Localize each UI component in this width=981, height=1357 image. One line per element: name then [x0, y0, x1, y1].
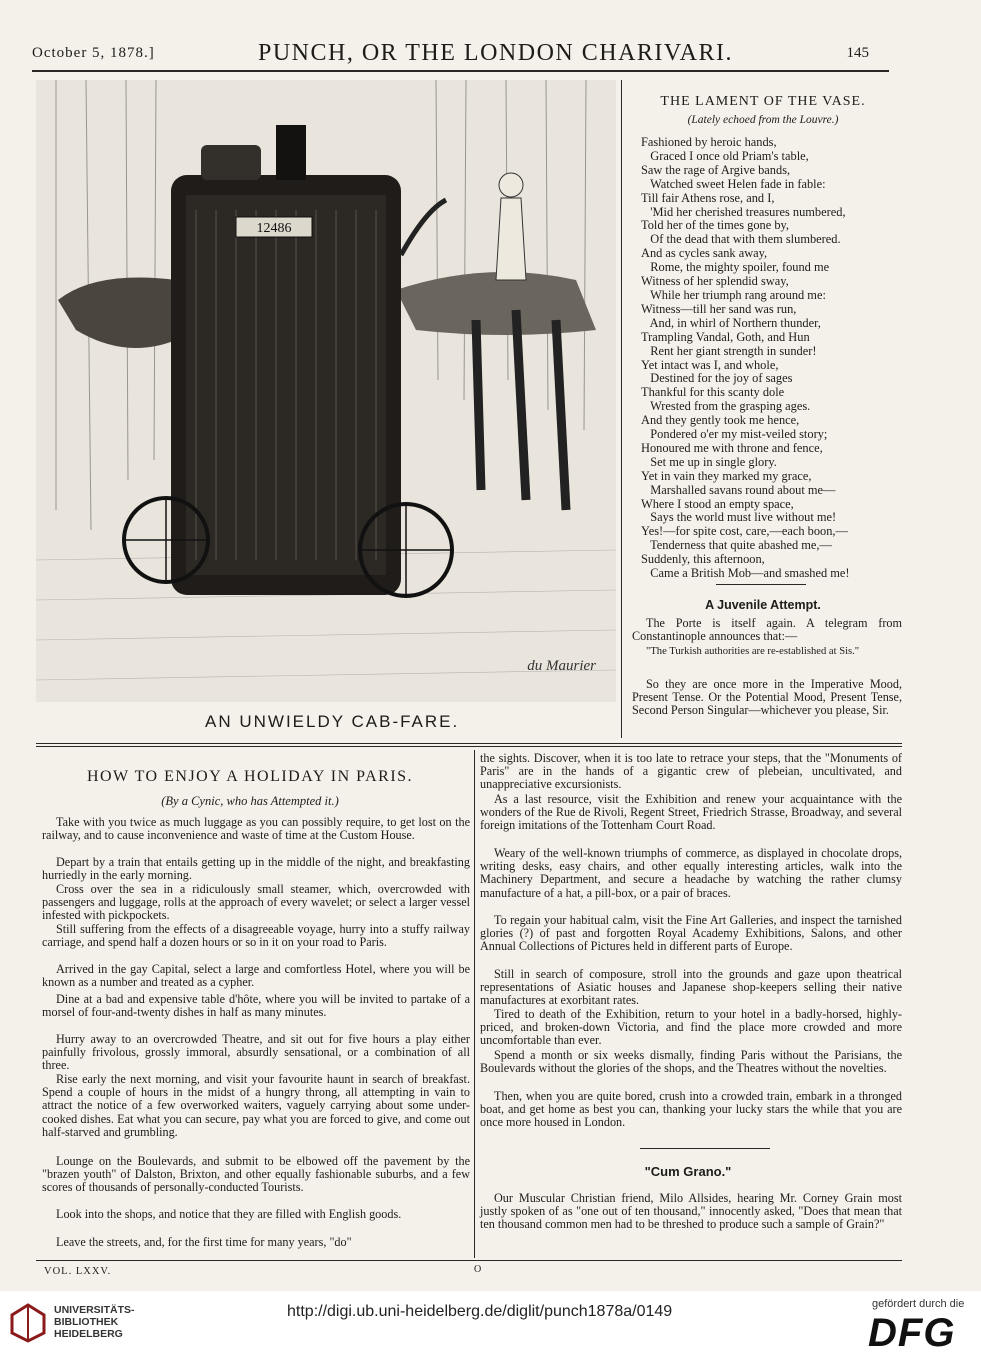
essay-para: Still suffering from the effects of a disagreeable voyage, hurry into a stuffy railway carriage, and spend half a dozen hours or so in it on your road to Paris.	[42, 922, 470, 950]
page-number: 145	[846, 45, 869, 61]
digitization-bar	[0, 1291, 981, 1357]
essay-para: Look into the shops, and notice that they are filled with English goods.	[56, 1207, 402, 1221]
essay-para: Arrived in the gay Capital, select a large and comfortless Hotel, where you will be known as a number and treated as a cypher.	[42, 962, 470, 990]
artist-signature: du Maurier	[527, 658, 596, 674]
funded-by-label: gefördert durch die	[872, 1298, 965, 1310]
essay-para: Dine at a bad and expensive table d'hôte, where you will be invited to partake of a morsel of four-and-twenty dishes in half as many minutes.	[42, 992, 470, 1020]
essay-para: Hurry away to an overcrowded Theatre, and sit out for five hours a play either painfully frivolous, grossly immoral, absurdly sensational, or a combination of all three.	[42, 1032, 470, 1073]
essay-subtitle: (By a Cynic, who has Attempted it.)	[161, 794, 339, 808]
digitization-url[interactable]: http://digi.ub.uni-heidelberg.de/diglit/punch1878a/0149	[287, 1303, 673, 1320]
essay-para: Leave the streets, and, for the first time for many years, "do"	[56, 1235, 352, 1249]
essay-para: Cross over the sea in a ridiculously small steamer, which, overcrowded with passengers and luggage, rolls at the approach of every wavelet; or select a larger vessel infested with pickpockets.	[42, 882, 470, 923]
dfg-logo: DFG	[868, 1311, 956, 1355]
header-rule	[32, 70, 889, 72]
library-name	[54, 1304, 135, 1340]
essay-para: As a last resource, visit the Exhibition and renew your acquaintance with the wonders of the Rue de Rivoli, Regent Street, Friedrich Strasse, Broadway, and several foreign imitations of the Tottenham Court Road.	[480, 792, 902, 833]
cartoon-caption: AN UNWIELDY CAB-FARE.	[205, 712, 460, 731]
cum-grano-text: Our Muscular Christian friend, Milo Allsides, hearing Mr. Corney Grain most justly spoken of as "one out of ten thousand," innocently asked, "Does that mean that ten thousand common men had to be threshed to produce such a sample of Grain?"	[480, 1191, 902, 1232]
essay-para: Rise early the next morning, and visit your favourite haunt in search of breakfast. Spend a couple of hours in the midst of a hungry throng, all attempting in vain to attract the notice of a few overworked waiters, vaguely carrying about some under-cooked dishes. Eat what you can secure, pay what you are forced to give, and come out half-starved and grumbling.	[42, 1072, 470, 1139]
essay-para: To regain your habitual calm, visit the Fine Art Galleries, and inspect the tarnished glories (?) of past and forgotten Royal Academy Exhibitions, Salons, and other Annual Collections of Pictures held in different parts of Europe.	[480, 913, 902, 954]
essay-para: Depart by a train that entails getting up in the middle of the night, and breakfasting hurriedly in the early morning.	[42, 855, 470, 883]
essay-para: Tired to death of the Exhibition, return to your hotel in a badly-horsed, highly-priced, and broken-down Victoria, and find the place more crowded and more uncomfortable than ever.	[480, 1007, 902, 1048]
essay-para: Weary of the well-known triumphs of commerce, as displayed in chocolate drops, writing desks, easy chairs, and other equally interesting articles, walk into the Machinery Department, and secure a headache by watching the rather clumsy manufacture of a hat, a pill-box, or a pair of braces.	[480, 846, 902, 900]
essay-para: Spend a month or six weeks dismally, finding Paris without the Parisians, the Boulevards without the glories of the shops, and the Theatres without the novelties.	[480, 1048, 902, 1076]
essay-title: HOW TO ENJOY A HOLIDAY IN PARIS.	[86, 768, 414, 785]
library-name-line: HEIDELBERG	[54, 1328, 123, 1340]
poem-subtitle: (Lately echoed from the Louvre.)	[687, 114, 839, 126]
library-name-line: BIBLIOTHEK	[54, 1316, 119, 1328]
juvenile-para-2: So they are once more in the Imperative Mood, Present Tense. Or the Potential Mood, Present Tense, Second Person Singular—whichever you please, Sir.	[632, 677, 902, 718]
cab-illustration	[36, 80, 616, 702]
poem-title: THE LAMENT OF THE VASE.	[660, 94, 866, 109]
juvenile-title: A Juvenile Attempt.	[705, 598, 821, 612]
horizontal-divider-2	[36, 746, 902, 747]
cum-grano-title: "Cum Grano."	[644, 1164, 732, 1179]
essay-para: Take with you twice as much luggage as you can possibly require, to get lost on the railway, and to cause inconvenience and waste of time at the Custom House.	[42, 815, 470, 843]
essay-para: Lounge on the Boulevards, and submit to be elbowed off the pavement by the "brazen youth" of Dalston, Brixton, and other equally fashionable suburbs, and a few scores of thousands of personally-conducted Tourists.	[42, 1154, 470, 1195]
juvenile-para-1: The Porte is itself again. A telegram from Constantinople announces that:—	[632, 616, 902, 644]
header-date: October 5, 1878.]	[32, 45, 155, 61]
library-name-line: UNIVERSITÄTS-	[54, 1304, 135, 1316]
column-divider-bottom	[474, 750, 475, 1258]
poem-body: Fashioned by heroic hands, Graced I once old Priam's table, Saw the rage of Argive bands, Watched sweet Helen fade in fable: Till fair Athens rose, and I, 'Mid her cherished treasures numbered, Told her of the times gone by, Of the dead that with them slumbered. And as cycles sank away, Rome, the mighty spoiler, found me Witness of her splendid sway, While her triumph rang around me: Witness—till her sand was run, And, in whirl of Northern thunder, Trampling Vandal, Goth, and Hun Rent her giant strength in sunder! Yet intact was I, and whole, Destined for the joy of sages Thankful for this scanty dole Wrested from the grasping ages. And they gently took me hence, Pondered o'er my mist-veiled story; Honoured me with throne and fence, Set me up in single glory. Yet in vain they marked my grace, Marshalled savans round about me— Where I stood an empty space, Says the world must live without me! Yes!—for spite cost, care,—each boon,— Tenderness that quite abashed me,— Suddenly, this afternoon, Came a British Mob—and smashed me!	[641, 135, 850, 581]
footer-rule	[36, 1260, 902, 1261]
volume-label: VOL. LXXV.	[44, 1266, 112, 1277]
page-title: PUNCH, OR THE LONDON CHARIVARI.	[258, 40, 733, 66]
juvenile-quote: "The Turkish authorities are re-established at Sis."	[646, 646, 860, 657]
section-divider	[640, 1148, 770, 1149]
signature-mark: O	[474, 1264, 482, 1275]
column-divider-top	[621, 80, 622, 738]
cab-plate: 12486	[256, 221, 292, 236]
essay-para: Still in search of composure, stroll into the grounds and gaze upon theatrical representations of Asiatic houses and Japanese shop-keepers selling their native manufactures at exorbitant rates.	[480, 967, 902, 1008]
essay-para: the sights. Discover, when it is too late to retrace your steps, that the "Monuments of Paris" are in the hands of a gigantic crew of plebeian, uncultivated, and unappreciative excursionists.	[480, 751, 902, 792]
section-divider	[716, 584, 806, 585]
horizontal-divider	[36, 743, 902, 744]
library-logo-icon	[8, 1303, 48, 1343]
cartoon-illustration	[36, 80, 616, 702]
essay-para: Then, when you are quite bored, crush into a crowded train, embark in a thronged boat, and get home as best you can, thanking your lucky stars the while that you are once more housed in London.	[480, 1089, 902, 1130]
